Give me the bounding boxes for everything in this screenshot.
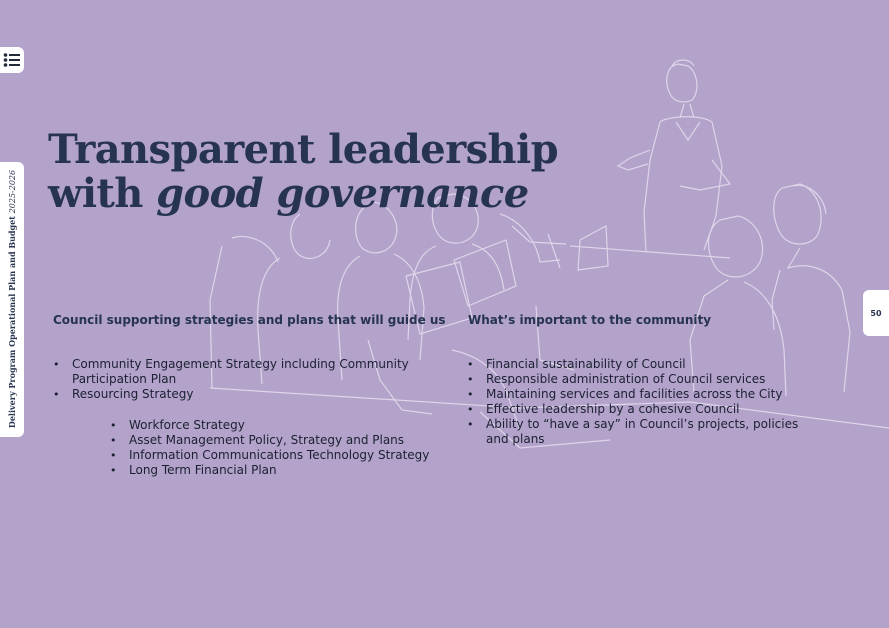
- document-side-tab: [0, 162, 24, 437]
- list-item: • Community Engagement Strategy including Community Participation Plan: [53, 357, 448, 387]
- title-line-2-prefix: with: [48, 170, 157, 217]
- list-item: • Asset Management Policy, Strategy and Plans: [110, 433, 460, 448]
- document-year: 2025-2026: [8, 169, 17, 214]
- list-item: • Responsible administration of Council services: [467, 372, 817, 387]
- list-icon: [3, 52, 21, 68]
- contents-menu-button[interactable]: [0, 47, 24, 73]
- list-item: • Effective leadership by a cohesive Council: [467, 402, 817, 417]
- title-line-2-italic: good governance: [156, 170, 529, 217]
- page-number-tab: [863, 290, 889, 336]
- list-item: • Information Communications Technology Strategy: [110, 448, 460, 463]
- page-title: [48, 128, 558, 216]
- right-column-list: [467, 357, 817, 447]
- page-number: 50: [870, 308, 882, 318]
- list-item: • Workforce Strategy: [110, 418, 460, 433]
- document-name: Delivery Program Operational Plan and Budget: [7, 216, 17, 429]
- list-item: • Ability to “have a say” in Council’s projects, policies and plans: [467, 417, 817, 447]
- left-column-sublist: [110, 418, 460, 478]
- left-column-list: [53, 357, 448, 402]
- list-item: • Long Term Financial Plan: [110, 463, 460, 478]
- right-column-heading: What’s important to the community: [468, 313, 712, 327]
- list-item: • Resourcing Strategy: [53, 387, 448, 402]
- title-line-1: Transparent leadership: [48, 126, 558, 173]
- title-line-2: [48, 172, 558, 216]
- left-column-heading: Council supporting strategies and plans that will guide us: [53, 313, 446, 327]
- document-title-label: [7, 170, 17, 428]
- list-item: • Maintaining services and facilities across the City: [467, 387, 817, 402]
- list-item: • Financial sustainability of Council: [467, 357, 817, 372]
